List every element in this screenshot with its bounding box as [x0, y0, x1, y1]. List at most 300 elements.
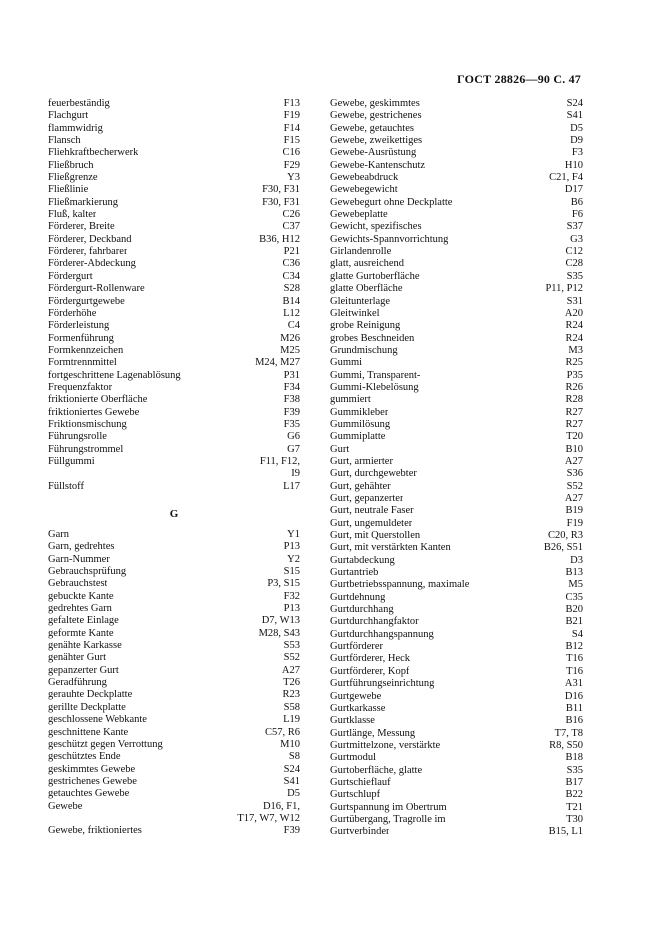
index-codes	[276, 147, 300, 159]
index-term: Fließlinie	[48, 184, 89, 196]
index-entry	[330, 296, 583, 308]
index-codes	[559, 419, 583, 431]
index-code: F30, F31	[262, 184, 300, 196]
index-code: G7	[287, 443, 300, 455]
index-code: F35	[283, 418, 300, 430]
index-term: geskimmtes Gewebe	[48, 763, 136, 775]
index-codes	[283, 751, 300, 763]
index-entry	[48, 640, 300, 652]
index-entry	[48, 702, 300, 714]
index-entry	[48, 764, 300, 776]
index-codes	[261, 578, 300, 590]
index-entry	[330, 197, 583, 209]
index-code: F11, F12,	[259, 455, 300, 467]
index-entry	[48, 714, 300, 726]
page-header: ГОСТ 28826—90 С. 47	[457, 72, 581, 86]
index-entry	[330, 135, 583, 147]
index-term: getauchtes Gewebe	[48, 788, 130, 800]
index-entry	[330, 456, 583, 468]
index-entry	[330, 555, 583, 567]
index-code: F3	[571, 147, 583, 159]
index-term: Frequenzfaktor	[48, 381, 113, 393]
index-codes	[560, 666, 583, 678]
index-entry	[330, 419, 583, 431]
index-code: P11, P12	[545, 283, 583, 295]
index-term: gerauhte Deckplatte	[48, 689, 133, 701]
index-entry	[330, 234, 583, 246]
index-entry	[330, 814, 583, 826]
index-entry	[48, 320, 300, 332]
index-codes	[277, 308, 300, 320]
index-codes	[276, 271, 300, 283]
index-term: Gleitwinkel	[330, 307, 380, 319]
index-code: A20	[564, 307, 583, 319]
index-code: B10	[565, 443, 583, 455]
index-codes	[549, 728, 583, 740]
index-term: fortgeschrittene Lagenablösung	[48, 369, 181, 381]
index-code: F38	[283, 394, 300, 406]
index-entry	[48, 578, 300, 590]
index-entry	[330, 357, 583, 369]
index-term: Führungsrolle	[48, 431, 107, 443]
index-codes	[256, 615, 300, 627]
index-entry	[330, 110, 583, 122]
index-code: F15	[283, 135, 300, 147]
index-term: Gewebegurt ohne Deckplatte	[330, 196, 453, 208]
index-code: Y1	[287, 529, 300, 540]
index-code: F32	[283, 590, 300, 602]
index-term: Fluß, kalter	[48, 209, 97, 221]
index-entry	[48, 776, 300, 788]
index-entry	[48, 221, 300, 233]
index-entry	[330, 542, 583, 554]
index-code: R27	[565, 406, 583, 418]
section-letter: G	[169, 508, 179, 520]
index-codes	[559, 592, 583, 604]
index-term: geschnittene Kante	[48, 726, 129, 738]
index-term: gerillte Deckplatte	[48, 701, 126, 713]
index-code: S41	[283, 775, 300, 787]
index-entry	[48, 615, 300, 627]
index-entry	[330, 320, 583, 332]
index-code: P13	[283, 541, 300, 553]
index-entry	[48, 110, 300, 122]
index-code: A31	[564, 678, 583, 690]
index-codes	[559, 407, 583, 419]
index-code: F39	[283, 406, 300, 418]
index-entry	[330, 579, 583, 591]
index-entry	[48, 197, 300, 209]
index-term: Gewebeabdruck	[330, 172, 399, 184]
index-codes	[281, 444, 300, 456]
index-codes	[277, 481, 300, 493]
index-term: Förderer, fahrbarer	[48, 246, 128, 258]
index-code: B19	[565, 505, 583, 517]
index-code: T16	[566, 653, 583, 665]
index-codes	[562, 345, 583, 357]
index-code: T7, T8	[554, 727, 583, 739]
index-codes	[566, 629, 583, 641]
index-entry	[330, 271, 583, 283]
index-term: Gurtantrieb	[330, 567, 379, 579]
index-codes	[543, 740, 583, 752]
index-entry	[330, 444, 583, 456]
index-term: Formenführung	[48, 332, 114, 344]
index-entry	[48, 444, 300, 456]
index-code: L19	[283, 714, 300, 726]
index-code-continued: I9	[291, 468, 300, 480]
index-code: A27	[281, 664, 300, 676]
index-entry	[48, 370, 300, 382]
index-entry	[330, 147, 583, 159]
index-term: Fließmarkierung	[48, 196, 118, 208]
index-term: Gewebe, zweikettiges	[330, 135, 423, 147]
index-code: F39	[283, 825, 300, 837]
index-entry	[48, 456, 300, 481]
index-entry	[330, 98, 583, 110]
index-entry	[330, 370, 583, 382]
index-term: Friktionsmischung	[48, 418, 127, 430]
index-code: S37	[566, 221, 583, 233]
index-code: B16	[565, 715, 583, 727]
index-term: Führungstrommel	[48, 443, 124, 455]
index-entry	[330, 802, 583, 814]
index-term: Formtrennmittel	[48, 357, 117, 369]
index-entry	[330, 308, 583, 320]
index-code: T16	[566, 665, 583, 677]
index-code: B21	[565, 616, 583, 628]
index-entry	[330, 221, 583, 233]
index-term: Gurtmittelzone, verstärkte	[330, 739, 441, 751]
index-term: glatt, ausreichend	[330, 258, 405, 270]
index-entry	[48, 751, 300, 763]
index-term: Gurtdurchhangfaktor	[330, 616, 419, 628]
index-codes	[281, 788, 300, 800]
index-code: P21	[283, 246, 300, 258]
index-codes	[559, 333, 583, 345]
index-entry	[330, 629, 583, 641]
index-code: D7, W13	[261, 615, 300, 627]
index-code: R24	[565, 320, 583, 332]
index-codes	[559, 777, 583, 789]
index-codes	[561, 221, 583, 233]
index-codes	[561, 518, 583, 530]
index-entry	[48, 431, 300, 443]
index-entry	[330, 333, 583, 345]
index-term: Förderer, Breite	[48, 221, 115, 233]
index-codes	[276, 258, 300, 270]
index-entry	[330, 703, 583, 715]
index-term: Gebrauchsprüfung	[48, 566, 127, 578]
index-entry	[48, 628, 300, 640]
index-codes	[281, 529, 300, 541]
index-term: Gurtdehnung	[330, 591, 386, 603]
index-codes	[560, 802, 583, 814]
index-codes	[559, 493, 583, 505]
index-code: S53	[283, 640, 300, 652]
index-codes	[278, 246, 300, 258]
index-entry	[48, 296, 300, 308]
index-code: B17	[565, 776, 583, 788]
index-codes	[566, 209, 583, 221]
index-code: L12	[283, 307, 300, 319]
index-codes	[566, 147, 583, 159]
index-code: C57, R6	[264, 726, 300, 738]
index-codes	[560, 814, 583, 826]
index-codes	[564, 135, 583, 147]
index-term: genähter Gurt	[48, 652, 107, 664]
index-term: Gurtdurchhang	[330, 604, 394, 616]
index-codes	[543, 826, 583, 838]
index-entry	[48, 689, 300, 701]
index-term: gummiert	[330, 394, 371, 406]
index-term: Gurt, mit verstärkten Kanten	[330, 542, 451, 554]
index-entry	[330, 481, 583, 493]
index-codes	[561, 481, 583, 493]
index-entry	[48, 394, 300, 406]
index-entry	[330, 184, 583, 196]
index-code: S52	[283, 652, 300, 664]
index-codes	[278, 283, 300, 295]
index-codes	[559, 357, 583, 369]
index-codes	[277, 677, 300, 689]
index-codes	[281, 172, 300, 184]
index-codes	[559, 715, 583, 727]
index-codes	[559, 567, 583, 579]
index-codes	[256, 197, 300, 209]
index-term: Flansch	[48, 135, 81, 147]
index-code: C16	[282, 147, 300, 159]
index-entry	[48, 652, 300, 664]
index-term: Förderer-Abdeckung	[48, 258, 136, 270]
index-code: F29	[283, 159, 300, 171]
index-code: M26	[280, 332, 300, 344]
index-term: Fördergurt	[48, 270, 93, 282]
index-entry	[330, 789, 583, 801]
index-entry	[48, 234, 300, 246]
index-term: Fließgrenze	[48, 172, 98, 184]
index-term: Gurt, durchgewebter	[330, 468, 417, 480]
index-term: genähte Karkasse	[48, 640, 122, 652]
index-entry	[48, 98, 300, 110]
index-term: Füllgummi	[48, 455, 95, 467]
index-term: Gurtschlupf	[330, 789, 381, 801]
index-codes	[278, 702, 300, 714]
index-code: F14	[283, 122, 300, 134]
index-entry	[48, 258, 300, 270]
index-code: S28	[283, 283, 300, 295]
index-term: Gurtbetriebsspannung, maximale	[330, 579, 470, 591]
index-entry	[330, 616, 583, 628]
index-term: Gurt, armierter	[330, 455, 393, 467]
index-code: P31	[283, 369, 300, 381]
index-term: Gurt, neutrale Faser	[330, 505, 414, 517]
index-term: flammwidrig	[48, 122, 103, 134]
index-code: B11	[565, 702, 583, 714]
index-code: B6	[570, 196, 583, 208]
index-code: C12	[565, 246, 583, 258]
index-code: D5	[287, 788, 300, 800]
index-code: F34	[283, 381, 300, 393]
index-code: A27	[564, 493, 583, 504]
index-codes	[560, 703, 583, 715]
index-codes	[254, 456, 300, 481]
index-term: Gurtgewebe	[330, 690, 382, 702]
index-entry	[48, 246, 300, 258]
index-codes	[276, 296, 300, 308]
index-codes	[274, 739, 300, 751]
index-code: C35	[565, 591, 583, 603]
index-term: glatte Oberfläche	[330, 283, 403, 295]
index-term: grobe Reinigung	[330, 320, 401, 332]
index-code: R28	[565, 394, 583, 406]
index-code: S58	[283, 701, 300, 713]
index-term: Gleitunterlage	[330, 295, 391, 307]
index-term: gebuckte Kante	[48, 590, 114, 602]
index-code: R24	[565, 332, 583, 344]
index-codes	[542, 530, 583, 542]
index-code: D9	[570, 135, 583, 147]
index-codes	[559, 320, 583, 332]
index-term: geschlossene Webkante	[48, 714, 147, 726]
index-code: S31	[566, 295, 583, 307]
index-codes	[562, 579, 583, 591]
index-term: Gurt, gehähter	[330, 480, 391, 492]
index-term: friktionierte Oberfläche	[48, 394, 148, 406]
index-term: Gurtklasse	[330, 715, 375, 727]
index-codes	[561, 370, 583, 382]
index-entry	[330, 653, 583, 665]
index-codes	[559, 444, 583, 456]
index-code: S24	[566, 98, 583, 109]
index-code: M5	[568, 579, 583, 591]
index-entry	[48, 591, 300, 603]
index-entry	[48, 172, 300, 184]
index-code: D5	[570, 122, 583, 134]
index-codes	[559, 308, 583, 320]
index-term: glatte Gurtoberfläche	[330, 270, 420, 282]
index-code: M24, M27	[255, 357, 300, 369]
index-column-right	[330, 98, 583, 839]
index-entry	[48, 825, 300, 837]
index-code: S36	[566, 468, 583, 480]
index-term: Fliehkraftbecherwerk	[48, 147, 139, 159]
index-code: P35	[566, 369, 583, 381]
index-codes	[277, 714, 300, 726]
index-term: Gummikleber	[330, 406, 389, 418]
index-term: gefaltete Einlage	[48, 615, 119, 627]
index-code: D3	[570, 554, 583, 566]
index-entry	[330, 468, 583, 480]
index-term: Gurt, mit Querstollen	[330, 530, 421, 542]
index-codes	[253, 628, 300, 640]
index-term: Gurtförderer, Heck	[330, 653, 411, 665]
index-code: B13	[565, 567, 583, 579]
index-entry	[330, 740, 583, 752]
index-codes	[278, 764, 300, 776]
index-entry	[48, 308, 300, 320]
index-code: F19	[566, 517, 583, 529]
index-term: Flachgurt	[48, 110, 89, 122]
index-term: Fördergurt-Rollenware	[48, 283, 145, 295]
index-term: Förderleistung	[48, 320, 110, 332]
index-entry	[330, 678, 583, 690]
index-codes	[278, 370, 300, 382]
index-code: A27	[564, 455, 583, 467]
index-codes	[278, 110, 300, 122]
index-code: S4	[571, 628, 583, 640]
index-term: Gurtführungseinrichtung	[330, 678, 435, 690]
index-term: Fördergurtgewebe	[48, 295, 125, 307]
index-codes	[278, 776, 300, 788]
index-codes	[561, 110, 583, 122]
index-term: Gurtübergang, Tragrolle im	[330, 813, 446, 825]
index-term: Fließbruch	[48, 159, 94, 171]
index-term: Gummiplatte	[330, 431, 386, 443]
index-column-left	[48, 98, 300, 838]
index-codes	[276, 209, 300, 221]
index-codes	[278, 394, 300, 406]
index-entry	[48, 271, 300, 283]
index-entry	[48, 541, 300, 553]
index-term: Gurt, ungemuldeter	[330, 517, 413, 529]
index-entry	[330, 518, 583, 530]
index-code: S15	[283, 566, 300, 578]
index-term: Girlandenrolle	[330, 246, 392, 258]
index-codes	[276, 221, 300, 233]
index-codes	[278, 407, 300, 419]
index-term: Gewebe, friktioniertes	[48, 825, 142, 837]
index-codes	[278, 603, 300, 615]
index-entry	[48, 739, 300, 751]
index-entry	[330, 715, 583, 727]
index-entry	[48, 333, 300, 345]
index-term: Grundmischung	[330, 344, 398, 356]
index-code: D16, F1,	[262, 800, 300, 812]
index-term: Gewebe	[48, 800, 83, 812]
index-codes	[561, 296, 583, 308]
index-term: Gewebeplatte	[330, 209, 388, 221]
index-codes	[282, 320, 300, 332]
index-term: Gewicht, spezifisches	[330, 221, 422, 233]
index-term: Gurtlänge, Messung	[330, 727, 416, 739]
index-entry	[330, 530, 583, 542]
index-entry	[330, 728, 583, 740]
index-code: S35	[566, 270, 583, 282]
index-entry	[48, 357, 300, 369]
index-entry	[330, 123, 583, 135]
index-codes	[281, 554, 300, 566]
index-codes	[561, 468, 583, 480]
index-code: Y3	[287, 172, 300, 184]
index-codes	[565, 197, 583, 209]
index-codes	[278, 382, 300, 394]
index-code: Y2	[287, 553, 300, 565]
index-entry	[330, 345, 583, 357]
index-code: C21, F4	[549, 172, 583, 184]
index-code: R8, S50	[549, 739, 583, 751]
index-entry	[48, 677, 300, 689]
index-codes	[559, 394, 583, 406]
index-codes	[259, 727, 300, 739]
index-codes	[559, 160, 583, 172]
index-entry	[330, 431, 583, 443]
index-entry	[330, 258, 583, 270]
index-entry	[330, 592, 583, 604]
index-term: gedrehtes Garn	[48, 603, 112, 615]
index-code: F19	[283, 110, 300, 122]
index-entry	[330, 765, 583, 777]
